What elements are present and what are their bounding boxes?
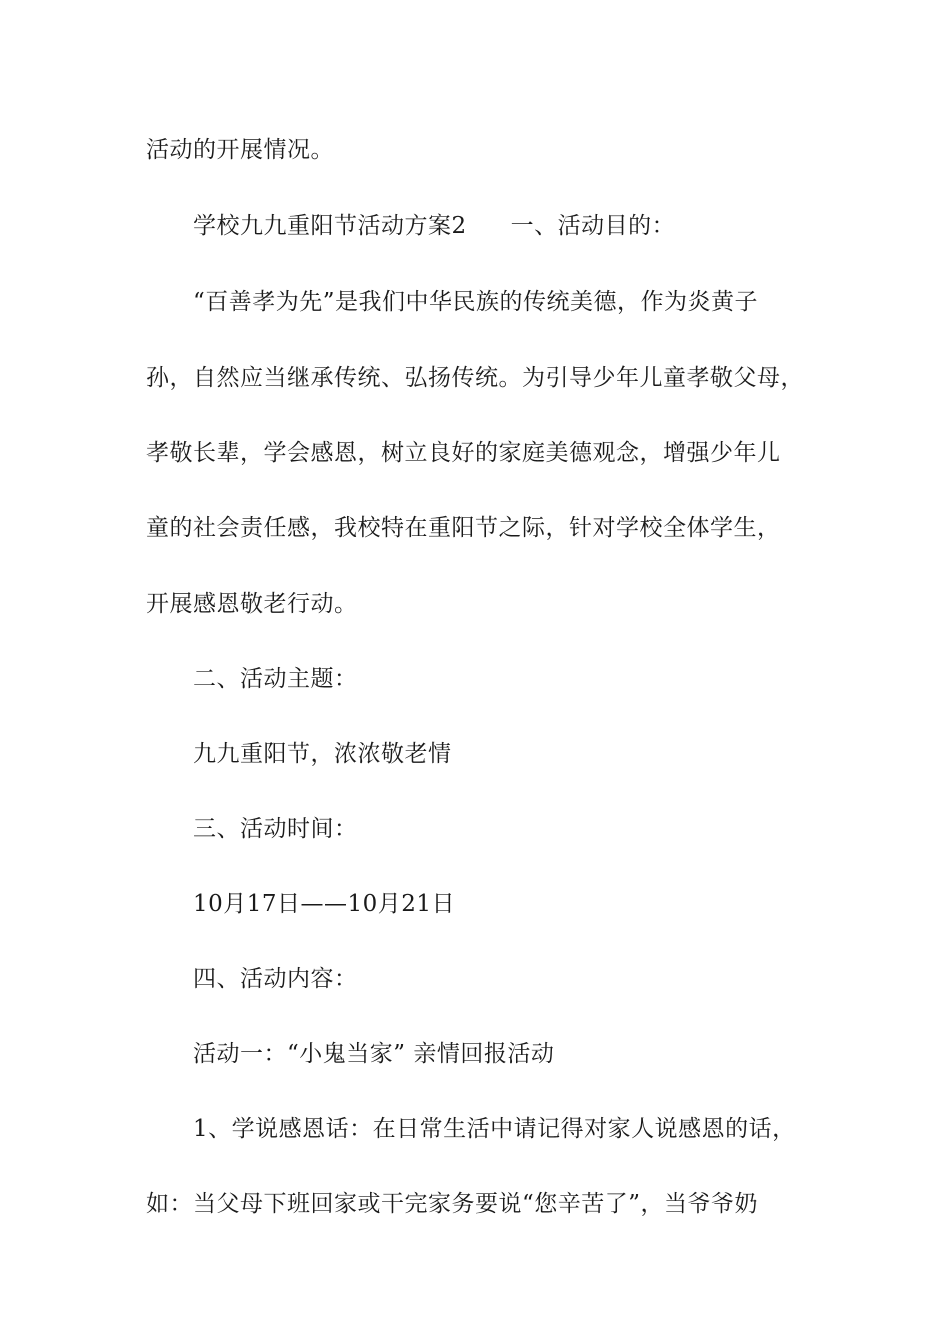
- paragraph-line: 孝敬长辈，学会感恩，树立良好的家庭美德观念，增强少年儿: [146, 440, 781, 466]
- paragraph-line: 孙，自然应当继承传统、弘扬传统。为引导少年儿童孝敬父母，: [146, 365, 804, 391]
- paragraph-line: 活动的开展情况。: [146, 137, 334, 163]
- section-heading-line: [193, 211, 675, 241]
- paragraph-line: 开展感恩敬老行动。: [146, 591, 358, 617]
- heading-purpose: 一、活动目的：: [510, 213, 676, 239]
- heading-content: 四、活动内容：: [193, 966, 358, 992]
- theme-text: 九九重阳节，浓浓敬老情: [193, 741, 452, 767]
- paragraph-line: “百善孝为先”是我们中华民族的传统美德，作为炎黄子: [193, 289, 759, 315]
- paragraph-line: 1、学说感恩话：在日常生活中请记得对家人说感恩的话，: [193, 1116, 796, 1142]
- paragraph-line: 如：当父母下班回家或干完家务要说“您辛苦了”，当爷爷奶: [146, 1191, 759, 1217]
- heading-time: 三、活动时间：: [193, 816, 358, 842]
- activity-one-title: 活动一：“小鬼当家” 亲情回报活动: [193, 1041, 555, 1067]
- paragraph-line: 童的社会责任感，我校特在重阳节之际，针对学校全体学生，: [146, 515, 781, 541]
- plan-title: 学校九九重阳节活动方案2: [193, 213, 467, 239]
- heading-theme: 二、活动主题：: [193, 666, 358, 692]
- time-text: 10月17日——10月21日: [193, 891, 456, 917]
